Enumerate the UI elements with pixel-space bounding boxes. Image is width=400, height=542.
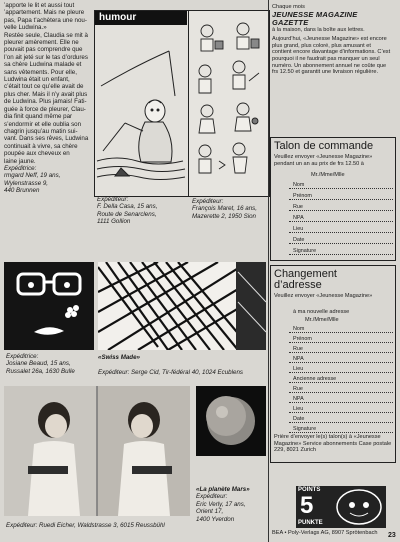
field-line[interactable] <box>289 232 393 233</box>
field-label: Date <box>293 237 305 243</box>
field-label: Lieu <box>293 406 304 412</box>
field-label: Nom <box>293 182 305 188</box>
story-sender-label: Expéditrice: <box>4 164 37 172</box>
field-label: NPA <box>293 356 304 362</box>
story-line: chagrin jusqu’au matin sui- <box>4 127 78 135</box>
field-label: Lieu <box>293 366 304 372</box>
story-credit <box>4 165 92 195</box>
intro-paragraph: Aujourd’hui, «Jeunesse Magazine» est encore plus grand, plus coloré, plus amusant et contient encore davantage d’informations. C’est pourquoi il ne faudrait pas manquer un seul numéro. Un abonnement annuel ne coûte que frs 12.50 et garantit une livraison régulière. <box>272 36 391 76</box>
field-label: Date <box>293 416 305 422</box>
order-form <box>270 137 396 261</box>
field-line[interactable] <box>289 392 393 393</box>
boys-credit: Expéditeur: Ruedi Eicher, Waldstrasse 3, 6015 Reussbühl <box>6 522 165 529</box>
mars-caption <box>196 486 270 523</box>
story-line: pouvait pas comprendre que <box>4 46 83 54</box>
field-label: NPA <box>293 215 304 221</box>
story-line: Restée seule, Claudia se mit à <box>4 31 88 39</box>
salutation-label: Mr./Mme/Mlle <box>311 172 345 178</box>
intro-line-2: à la maison, dans la boîte aux lettres. <box>272 26 365 33</box>
credit-address: Orient 17, <box>196 508 224 516</box>
mars-title: «La planète Mars» <box>196 486 250 493</box>
story-line: l’on ait jeté sur le tas d’ordures <box>4 53 88 61</box>
cartoon-credit <box>192 198 268 220</box>
story-sender-addr1: Wylenstrasse 9, <box>4 179 49 187</box>
field-label: Prénom <box>293 336 312 342</box>
field-line[interactable] <box>289 221 393 222</box>
glasses-credit <box>6 353 98 375</box>
credit-label: Expéditrice: <box>6 353 39 360</box>
line-pattern <box>98 262 266 350</box>
field-label: Rue <box>293 386 303 392</box>
points-top-label: POINTS <box>298 487 321 493</box>
credit-name: Josiane Beaud, 15 ans, <box>6 360 71 368</box>
salutation-label-2: Mr./Mme/Mlle <box>305 317 339 323</box>
field-line[interactable] <box>289 382 393 383</box>
sidebar-intro <box>272 4 392 76</box>
credit-name: Eric Verly, 17 ans, <box>196 500 246 508</box>
glasses-face-drawing <box>4 262 94 350</box>
field-line[interactable] <box>289 412 393 413</box>
points-bottom-label: PUNKTE <box>298 520 323 526</box>
field-label: Rue <box>293 346 303 352</box>
field-line[interactable] <box>289 188 393 189</box>
intro-line: Chaque mois <box>272 4 305 10</box>
glasses-face-photo <box>4 262 94 350</box>
field-line[interactable] <box>289 422 393 423</box>
story-line: pas, Papa t’achètera une nou- <box>4 16 87 24</box>
field-label: Ancienne adresse <box>293 376 337 382</box>
story-line: c’était tout ce qu’elle avait de <box>4 83 84 91</box>
address-closing: Prière d’envoyer le(s) talon(s) à «Jeunesse Magazine» Service abonnements Case postale 229, 8021 Zurich <box>274 434 392 454</box>
story-line: laine jaune. <box>4 157 36 165</box>
planet-drawing <box>196 386 266 456</box>
story-line: sa chère Ludwina malade et <box>4 61 82 69</box>
story-sender-addr2: 440 Brunnen <box>4 187 40 195</box>
story-line: ’appartement. Mais ne pleure <box>4 9 85 17</box>
field-line[interactable] <box>289 210 393 211</box>
humour-credit <box>97 196 189 226</box>
story-line: de Ludwina. Plus jamais! Fati- <box>4 98 87 106</box>
story-line: vant. Dans ses rêves, Ludwina <box>4 135 89 143</box>
order-form-intro: Veuillez envoyer «Jeunesse Magazine» pendant un an au prix de frs 12.50 à <box>274 154 373 167</box>
swiss-made-photo <box>98 262 266 350</box>
field-label: Rue <box>293 204 303 210</box>
story-line: continuait à vivre, sa chère <box>4 142 78 150</box>
magazine-logo: JEUNESSE MAGAZINE GAZETTE <box>272 9 358 27</box>
swiss-made-caption <box>98 354 266 377</box>
field-line[interactable] <box>289 432 393 433</box>
field-line[interactable] <box>289 254 393 255</box>
story-line: poupée aux cheveux en <box>4 150 70 158</box>
story-line: Ludwina était un enfant, <box>4 76 70 84</box>
story-line: velle Ludwina.» <box>4 24 47 32</box>
footer-publisher: BEA • Poly-Verlags AG, 8907 Sprötenbach <box>272 530 378 536</box>
credit-address: Russalet 26a, 1630 Bulle <box>6 367 75 375</box>
humour-panel <box>94 10 189 197</box>
story-line: pleurer amèrement. Elle ne <box>4 39 79 47</box>
story-sender-name: rmgard Neff, 19 ans, <box>4 172 61 180</box>
order-form-title: Talon de commande <box>274 140 374 152</box>
points-number: 5 <box>300 492 314 519</box>
address-change-form <box>270 265 396 463</box>
new-address-label: à ma nouvelle adresse <box>293 309 350 315</box>
field-line[interactable] <box>289 342 393 343</box>
cartoon-drawings <box>189 11 269 196</box>
swiss-made-title: «Swiss Made» <box>98 354 140 361</box>
credit-address: Route de Senarclens, <box>97 210 157 218</box>
field-line[interactable] <box>289 402 393 403</box>
mars-planet-photo <box>196 386 266 456</box>
field-label: NPA <box>293 396 304 402</box>
address-form-intro: Veuillez envoyer «Jeunesse Magazine» <box>274 293 373 299</box>
credit-city: 1111 Gollion <box>97 218 131 226</box>
story-line: plus cher. Mais il n’y avait plus <box>4 90 88 98</box>
field-label: Nom <box>293 326 305 332</box>
credit-name: François Maret, 16 ans, <box>192 205 257 213</box>
field-line[interactable] <box>289 243 393 244</box>
story-line: s’endormir et elle oublia son <box>4 120 82 128</box>
cartoon-panel <box>188 10 270 197</box>
story-line: ’apporte le lit et aussi tout <box>4 2 75 9</box>
fisherman-drawing <box>95 11 188 196</box>
mirror-boys-photo <box>4 386 190 516</box>
field-line[interactable] <box>289 332 393 333</box>
bea-logo-icon <box>334 488 384 526</box>
points-badge <box>296 486 386 528</box>
field-label: Lieu <box>293 226 304 232</box>
field-line[interactable] <box>289 352 393 353</box>
credit-name: F. Della Casa, 15 ans, <box>97 203 158 211</box>
credit-label: Expéditeur: <box>192 198 224 205</box>
credit-label: Expéditeur: <box>196 493 228 501</box>
field-label: Signature <box>293 248 317 254</box>
address-form-title: Changement <box>274 268 337 280</box>
story-line: sans vêtements. Pour elle, <box>4 68 77 76</box>
mirror-boys-drawing <box>4 386 190 516</box>
credit-label: Expéditeur: <box>97 196 129 203</box>
swiss-made-credit: Expéditeur: Serge Cid, Tir-fédéral 40, 1024 Ecublens <box>98 369 243 377</box>
page-number: 23 <box>388 532 396 539</box>
story-line: dia finit quand même par <box>4 113 73 121</box>
story-line: guée à force de pleurer, Clau- <box>4 105 86 113</box>
field-line[interactable] <box>289 362 393 363</box>
field-line[interactable] <box>289 199 393 200</box>
field-label: Prénom <box>293 193 312 199</box>
address-form-title-2: d’adresse <box>274 279 322 291</box>
field-line[interactable] <box>289 372 393 373</box>
humour-header: humour <box>95 11 187 25</box>
credit-address: Mazerette 2, 1950 Sion <box>192 212 256 220</box>
field-label: Signature <box>293 426 317 432</box>
story-column <box>4 2 92 195</box>
credit-city: 1400 Yverdon <box>196 515 235 523</box>
